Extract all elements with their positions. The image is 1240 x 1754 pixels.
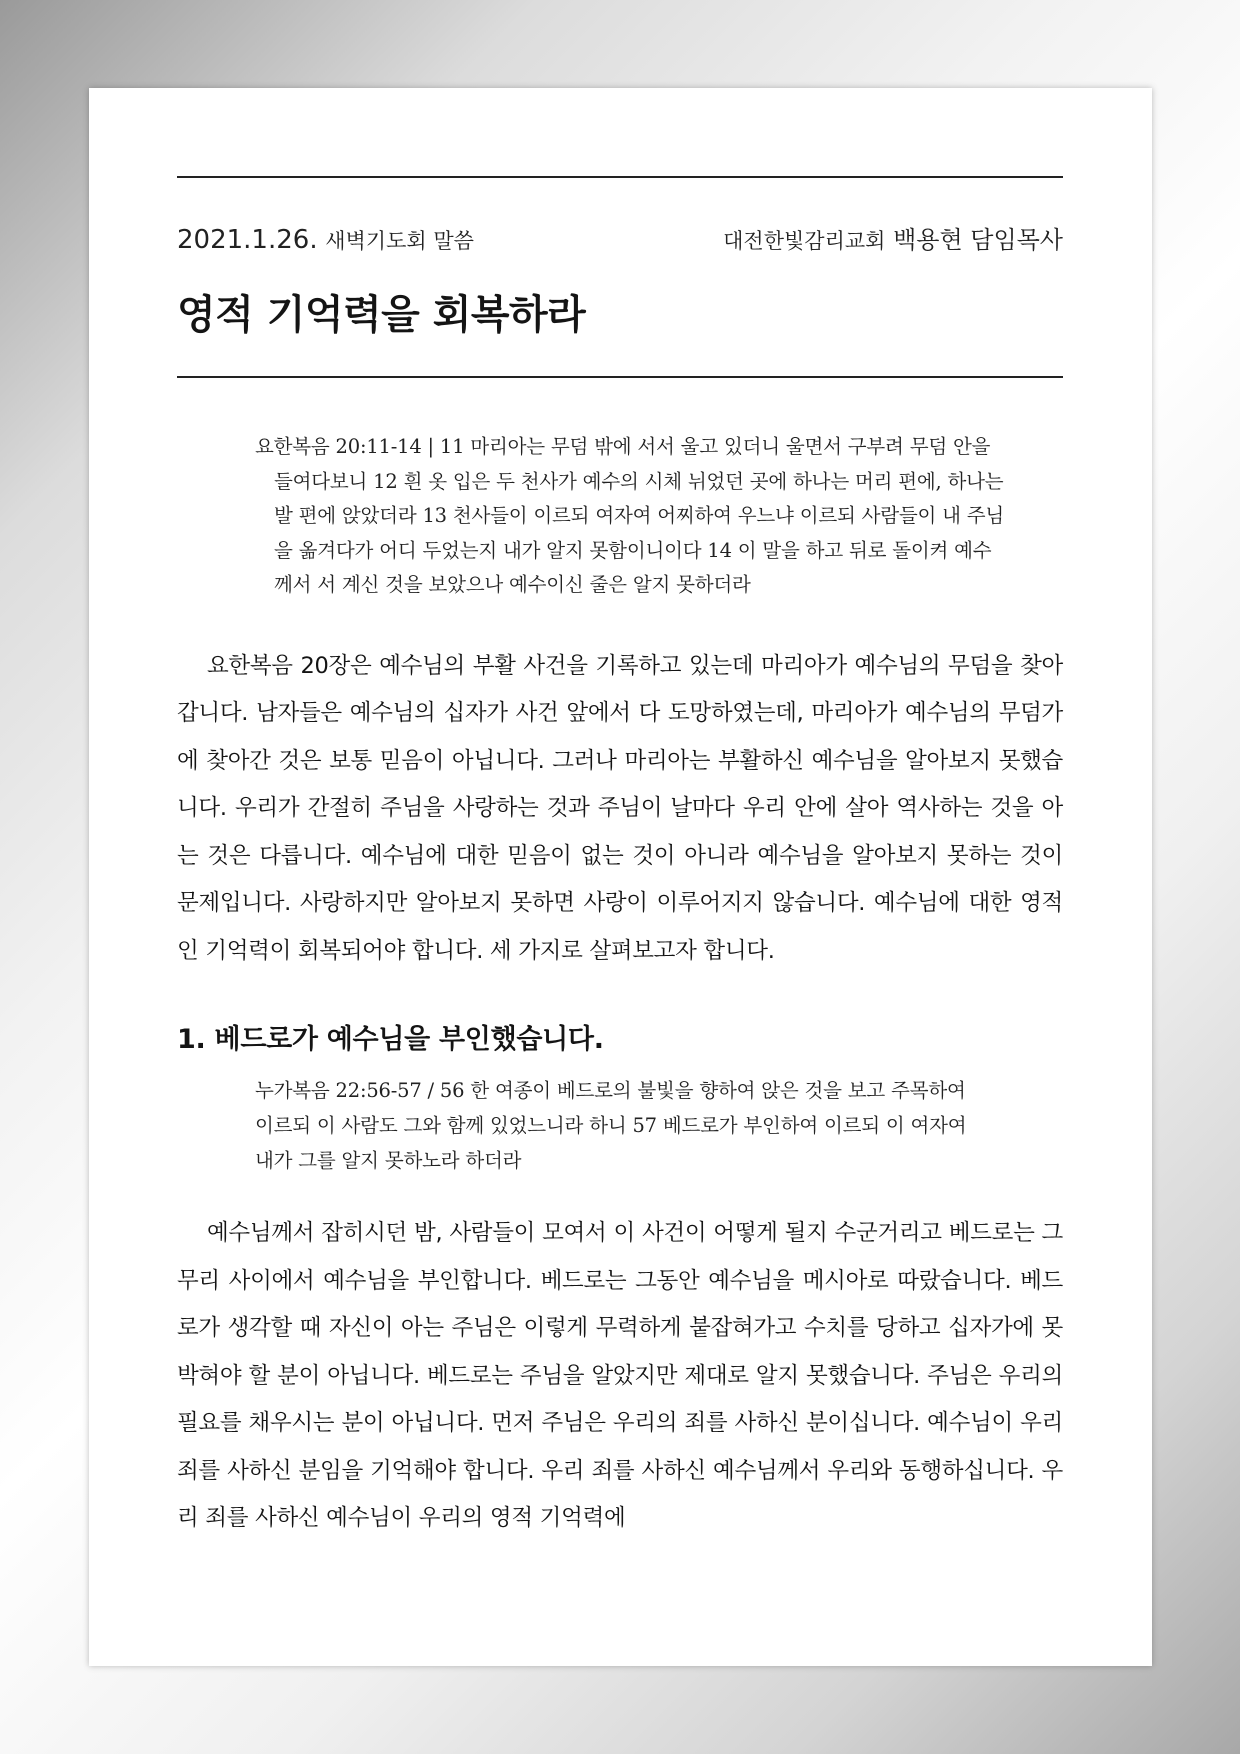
main-scripture: 요한복음 20:11-14 | 11 마리아는 무덤 밖에 서서 울고 있더니 울면서 구부려 무덤 안을 들여다보니 12 흰 옷 입은 두 천사가 예수의 시체 뉘었던 곳에 하나는 머리 편에, 하나는 발 편에 앉았더라 13 천사들이 이르되 여자여 어찌하여 우느냐 이르되 사람들이 내 주님을 옮겨다가 어디 두었는지 내가 알지 못함이니이다 14 이 말을 하고 뒤로 돌이켜 예수께서 서 계신 것을 보았으나 예수이신 줄은 알지 못하더라: [255, 435, 1005, 597]
document-page: [89, 88, 1152, 1666]
pastor-name: 백용현 담임목사: [893, 226, 1063, 254]
top-rule: [177, 176, 1063, 178]
sermon-meta: [177, 220, 1063, 255]
title-rule: [177, 376, 1063, 378]
section-1-scripture: 누가복음 22:56-57 / 56 한 여종이 베드로의 불빛을 향하여 앉은 것을 보고 주목하여 이르되 이 사람도 그와 함께 있었느니라 하니 57 베드로가 부인하여 이르되 이 여자여 내가 그를 알지 못하노라 하더라: [255, 1079, 967, 1172]
section-heading-1: 1. 베드로가 예수님을 부인했습니다.: [177, 1024, 604, 1056]
church-name: 대전한빛감리교회: [723, 229, 886, 253]
sermon-author-line: [723, 220, 1063, 255]
page-content: [177, 176, 1063, 1543]
sermon-date: 2021.1.26.: [177, 225, 318, 255]
sermon-event: 새벽기도회 말씀: [325, 229, 474, 253]
intro-paragraph: 요한복음 20장은 예수님의 부활 사건을 기록하고 있는데 마리아가 예수님의 무덤을 찾아갑니다. 남자들은 예수님의 십자가 사건 앞에서 다 도망하였는데, 마리아가 예수님의 무덤가에 찾아간 것은 보통 믿음이 아닙니다. 그러나 마리아는 부활하신 예수님을 알아보지 못했습니다. 우리가 간절히 주님을 사랑하는 것과 주님이 날마다 우리 안에 살아 역사하는 것을 아는 것은 다릅니다. 예수님에 대한 믿음이 없는 것이 아니라 예수님을 알아보지 못하는 것이 문제입니다. 사랑하지만 알아보지 못하면 사랑이 이루어지지 않습니다. 예수님에 대한 영적인 기억력이 회복되어야 합니다. 세 가지로 살펴보고자 합니다.: [177, 652, 1063, 964]
sermon-title: 영적 기억력을 회복하라: [177, 292, 586, 338]
section-1-paragraph: 예수님께서 잡히시던 밤, 사람들이 모여서 이 사건이 어떻게 될지 수군거리고 베드로는 그 무리 사이에서 예수님을 부인합니다. 베드로는 그동안 예수님을 메시아로 따랐습니다. 베드로가 생각할 때 자신이 아는 주님은 이렇게 무력하게 붙잡혀가고 수치를 당하고 십자가에 못 박혀야 할 분이 아닙니다. 베드로는 주님을 알았지만 제대로 알지 못했습니다. 주님은 우리의 필요를 채우시는 분이 아닙니다. 먼저 주님은 우리의 죄를 사하신 분이십니다. 예수님이 우리 죄를 사하신 분임을 기억해야 합니다. 우리 죄를 사하신 예수님께서 우리와 동행하십니다. 우리 죄를 사하신 예수님이 우리의 영적 기억력에: [177, 1220, 1063, 1532]
sermon-date-line: [177, 225, 474, 255]
